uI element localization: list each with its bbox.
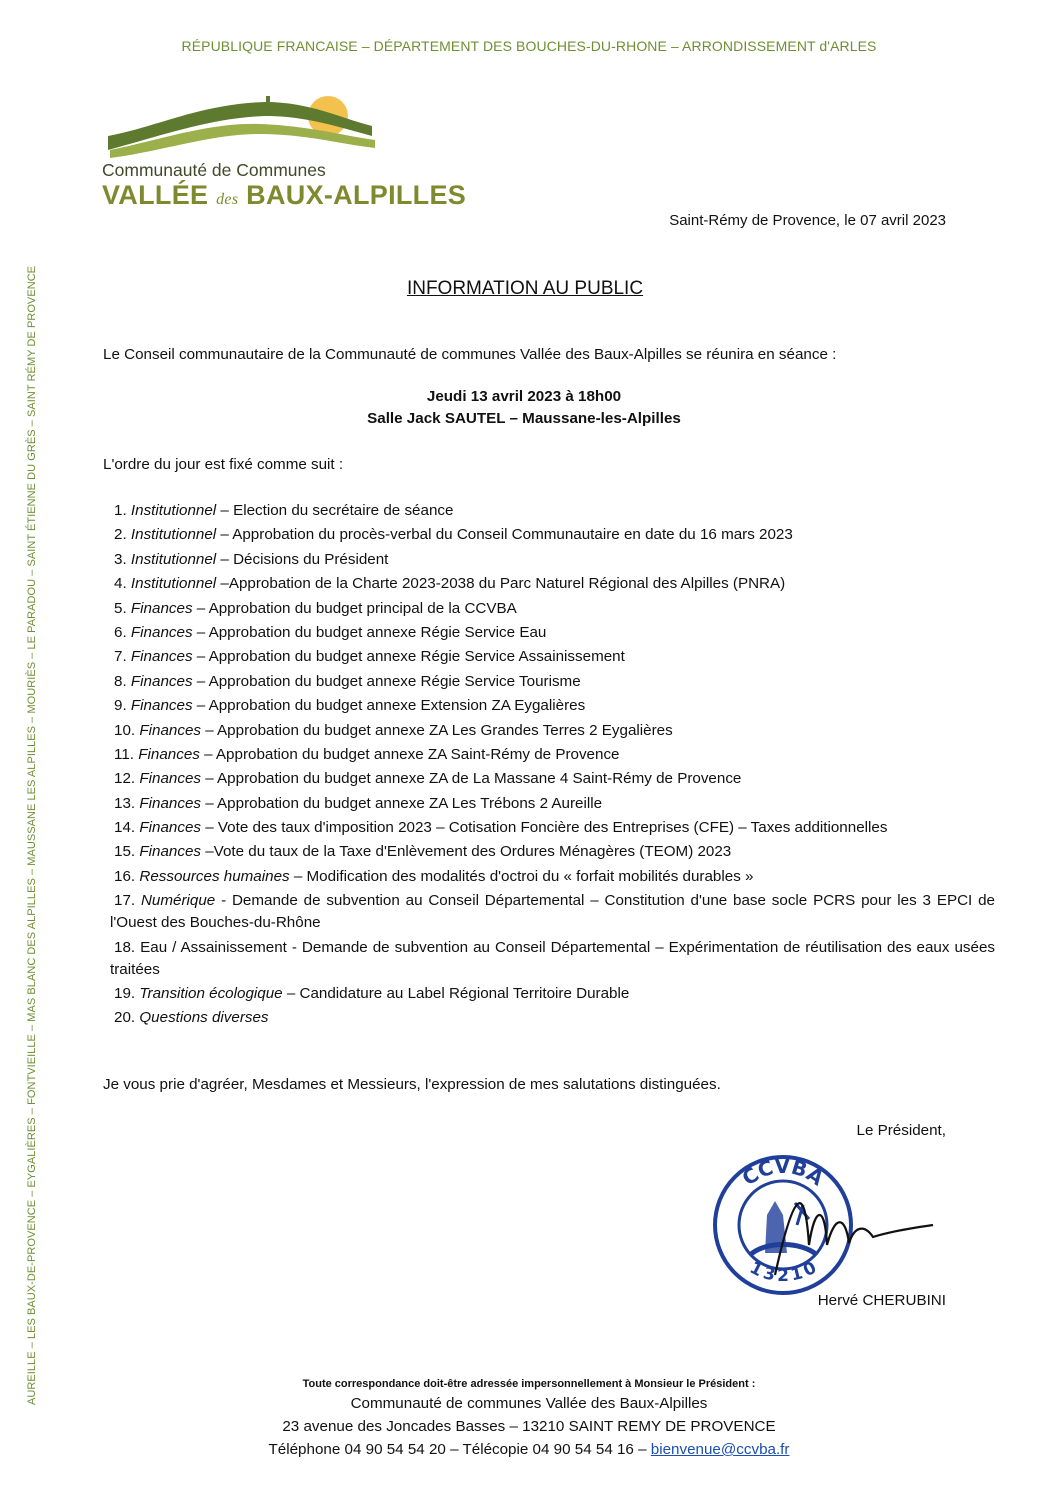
footer-contact bbox=[0, 1438, 1058, 1461]
agenda-item-text: – Approbation du budget annexe ZA Les Grandes Terres 2 Eygalières bbox=[201, 721, 673, 739]
agenda-item-number: 15. bbox=[114, 843, 136, 861]
logo-title-line1: Communauté de Communes bbox=[102, 160, 326, 180]
ccvba-logo bbox=[100, 96, 467, 216]
agenda-item bbox=[110, 744, 995, 766]
closing-paragraph: Je vous prie d'agréer, Mesdames et Messieurs, l'expression de mes salutations distinguées. bbox=[103, 1076, 721, 1093]
agenda-item-category: Finances bbox=[130, 648, 193, 666]
agenda-item bbox=[110, 524, 995, 546]
agenda-item bbox=[110, 573, 995, 595]
agenda-item bbox=[110, 793, 995, 815]
agenda-item-text: – Approbation du budget annexe Régie Service Assainissement bbox=[192, 648, 625, 666]
agenda-item-number: 18. bbox=[114, 938, 136, 956]
agenda-item-text: – Approbation du budget annexe Régie Service Eau bbox=[192, 623, 547, 641]
svg-text:13210 bbox=[746, 1258, 820, 1286]
agenda-item bbox=[110, 1007, 995, 1029]
logo-baux-alpilles: BAUX-ALPILLES bbox=[246, 180, 467, 210]
agenda-item bbox=[110, 890, 995, 934]
agenda-item-text: – Approbation du budget annexe ZA de La Massane 4 Saint-Rémy de Provence bbox=[201, 770, 742, 788]
agenda-item-text: – Approbation du budget annexe ZA Les Trébons 2 Aureille bbox=[201, 794, 603, 812]
president-label: Le Président, bbox=[856, 1122, 946, 1139]
agenda-item bbox=[110, 549, 995, 571]
agenda-item-category: Finances bbox=[130, 697, 193, 715]
agenda-item-number: 10. bbox=[114, 721, 136, 739]
hills-sun-icon bbox=[100, 96, 380, 162]
agenda-item-number: 19. bbox=[114, 985, 136, 1003]
agenda-item-category: Numérique bbox=[140, 892, 216, 910]
agenda-item-number: 16. bbox=[114, 867, 136, 885]
agenda-item bbox=[110, 866, 995, 888]
agenda-item-category: Institutionnel bbox=[130, 502, 217, 519]
agenda-item-text: Eau / Assainissement - Demande de subvention au Conseil Départemental – Expérimentation de réutilisation des eaux usées traitées bbox=[110, 938, 995, 978]
svg-text:CCVBA bbox=[737, 1154, 828, 1191]
agenda-list bbox=[110, 500, 995, 1032]
agenda-intro: L'ordre du jour est fixé comme suit : bbox=[103, 456, 344, 473]
agenda-item bbox=[110, 768, 995, 790]
meeting-info bbox=[0, 386, 1048, 430]
logo-title-line2 bbox=[102, 180, 466, 211]
meeting-place: Salle Jack SAUTEL – Maussane-les-Alpilles bbox=[367, 410, 681, 427]
footer-org: Communauté de communes Vallée des Baux-Alpilles bbox=[350, 1395, 708, 1412]
communes-sidebar: AUREILLE – LES BAUX-DE-PROVENCE – EYGALIÈRES – FONTVIEILLE – MAS BLANC DES ALPILLES – MAUSSANE LES ALPILLES – MOURIÈS – LE PARADOU – SAINT ÉTIENNE DU GRÈS – SAINT RÉMY DE PROVENCE bbox=[26, 265, 38, 1405]
agenda-item bbox=[110, 720, 995, 742]
agenda-item bbox=[110, 500, 995, 522]
agenda-item-category: Finances bbox=[139, 770, 201, 788]
agenda-item-text: – Approbation du budget annexe ZA Saint-Rémy de Provence bbox=[199, 745, 620, 763]
agenda-item-number: 9. bbox=[114, 697, 127, 715]
agenda-item-number: 6. bbox=[114, 623, 127, 641]
agenda-item bbox=[110, 841, 995, 863]
logo-vallee: VALLÉE bbox=[102, 180, 209, 210]
agenda-item-text: – Election du secrétaire de séance bbox=[216, 502, 454, 519]
intro-paragraph: Le Conseil communautaire de la Communauté de communes Vallée des Baux-Alpilles se réunira en séance : bbox=[103, 346, 837, 363]
agenda-item-number: 17. bbox=[114, 892, 136, 910]
agenda-item-text: –Vote du taux de la Taxe d'Enlèvement des Ordures Ménagères (TEOM) 2023 bbox=[201, 843, 732, 861]
agenda-item-text: – Décisions du Président bbox=[216, 550, 389, 568]
agenda-item-text: – Approbation du budget principal de la CCVBA bbox=[192, 599, 517, 617]
agenda-item-category: Finances bbox=[139, 794, 201, 812]
agenda-item bbox=[110, 817, 995, 839]
meeting-date: Jeudi 13 avril 2023 à 18h00 bbox=[426, 388, 622, 405]
agenda-item bbox=[110, 695, 995, 717]
agenda-item-number: 1. bbox=[114, 502, 127, 519]
agenda-item-category: Institutionnel bbox=[130, 575, 217, 593]
agenda-item-text: – Approbation du budget annexe Extension ZA Eygalières bbox=[192, 697, 586, 715]
agenda-item-category: Finances bbox=[139, 819, 201, 837]
stamp-seal-icon bbox=[705, 1145, 945, 1295]
agenda-item-category: Finances bbox=[138, 745, 200, 763]
agenda-item-text: - Demande de subvention au Conseil Départemental – Constitution d'une base socle PCRS pour les 3 EPCI de l'Ouest des Bouches-du-Rhône bbox=[110, 892, 995, 932]
agenda-item-number: 7. bbox=[114, 648, 127, 666]
agenda-item-text: – Candidature au Label Régional Territoire Durable bbox=[282, 985, 630, 1003]
agenda-item-category: Institutionnel bbox=[130, 526, 217, 544]
footer-address: 23 avenue des Joncades Basses – 13210 SAINT REMY DE PROVENCE bbox=[282, 1418, 776, 1435]
agenda-item-text: – Approbation du budget annexe Régie Service Tourisme bbox=[192, 672, 581, 690]
stamp-top-text: CCVBA bbox=[737, 1153, 829, 1191]
agenda-item bbox=[110, 671, 995, 693]
agenda-item-category: Finances bbox=[130, 599, 193, 617]
signatory-name: Hervé CHERUBINI bbox=[817, 1292, 946, 1309]
agenda-item-text: – Modification des modalités d'octroi du « forfait mobilités durables » bbox=[289, 867, 754, 885]
agenda-item-category: Questions diverses bbox=[139, 1009, 269, 1027]
agenda-item-category: Ressources humaines bbox=[139, 867, 290, 885]
agenda-item-category: Institutionnel bbox=[130, 550, 217, 568]
agenda-item-category: Finances bbox=[139, 843, 201, 861]
agenda-item-number: 20. bbox=[114, 1009, 136, 1027]
header-republic-line: RÉPUBLIQUE FRANCAISE – DÉPARTEMENT DES BOUCHES-DU-RHONE – ARRONDISSEMENT d'ARLES bbox=[181, 38, 877, 54]
agenda-item-number: 12. bbox=[114, 770, 136, 788]
footer-email-link[interactable]: bienvenue@ccvba.fr bbox=[650, 1441, 790, 1458]
footer bbox=[0, 1376, 1058, 1461]
footer-phone: Téléphone 04 90 54 54 20 – Télécopie 04 90 54 54 16 – bbox=[268, 1441, 651, 1458]
agenda-item bbox=[110, 598, 995, 620]
footer-note: Toute correspondance doit-être adressée impersonnellement à Monsieur le Président : bbox=[302, 1378, 756, 1390]
agenda-item-number: 4. bbox=[114, 575, 127, 593]
agenda-item-category: Finances bbox=[130, 672, 193, 690]
agenda-item-category: Finances bbox=[139, 721, 201, 739]
agenda-item-text: –Approbation de la Charte 2023-2038 du Parc Naturel Régional des Alpilles (PNRA) bbox=[216, 575, 786, 593]
agenda-item-number: 11. bbox=[114, 745, 134, 763]
agenda-item-category: Transition écologique bbox=[139, 985, 283, 1003]
agenda-item-number: 3. bbox=[114, 550, 127, 568]
agenda-item-number: 5. bbox=[114, 599, 127, 617]
logo-des: des bbox=[216, 191, 239, 208]
agenda-item-text: – Approbation du procès-verbal du Conseil Communautaire en date du 16 mars 2023 bbox=[216, 526, 793, 544]
letter-date: Saint-Rémy de Provence, le 07 avril 2023 bbox=[669, 212, 946, 229]
agenda-item bbox=[110, 983, 995, 1005]
page-title: INFORMATION AU PUBLIC bbox=[406, 278, 644, 299]
agenda-item-number: 13. bbox=[114, 794, 136, 812]
agenda-item-category: Finances bbox=[130, 623, 193, 641]
agenda-item-number: 14. bbox=[114, 819, 136, 837]
agenda-item bbox=[110, 622, 995, 644]
agenda-item-number: 2. bbox=[114, 526, 127, 544]
official-stamp bbox=[705, 1145, 945, 1295]
stamp-bottom-text: 13210 bbox=[746, 1257, 820, 1286]
agenda-item bbox=[110, 646, 995, 668]
agenda-item-text: – Vote des taux d'imposition 2023 – Cotisation Foncière des Entreprises (CFE) – Taxes additionnelles bbox=[201, 819, 888, 837]
agenda-item-number: 8. bbox=[114, 672, 127, 690]
agenda-item bbox=[110, 937, 995, 981]
